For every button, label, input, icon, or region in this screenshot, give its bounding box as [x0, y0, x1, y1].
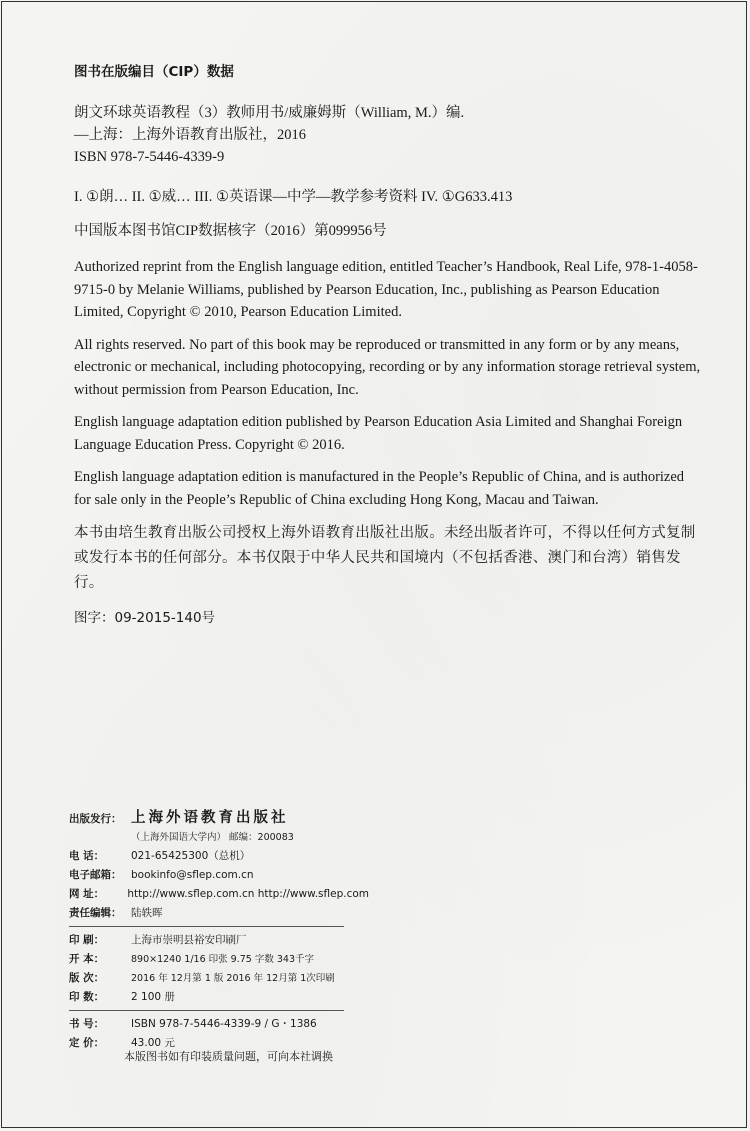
quality-notice: 本版图书如有印装质量问题，可向本社调换 [124, 1050, 333, 1063]
editor-value: 陆轶晖 [131, 907, 163, 919]
copies-value: 2 100 册 [131, 991, 175, 1003]
publisher-name: 上海外语教育出版社 [131, 810, 289, 826]
printer-label: 印 刷： [69, 934, 105, 946]
book-number-value: ISBN 978-7-5446-4339-9 / G・1386 [131, 1018, 317, 1030]
book-number-label: 书 号： [69, 1018, 105, 1030]
publisher-label: 出版发行： [69, 813, 122, 825]
email-value: bookinfo@sflep.com.cn [131, 869, 254, 881]
imprint-block [69, 809, 369, 1053]
rights-reserved-paragraph: All rights reserved. No part of this book may be reproduced or transmitted in any form or by any means, electronic or mechanical, including photocopying, recording or by any information storage retrieval system, without permission from Pearson Education, Inc. [74, 336, 701, 398]
phone-row [69, 847, 369, 866]
email-row [69, 866, 369, 885]
registration-number: 图字：09-2015-140号 [74, 610, 216, 626]
publisher-address: （上海外国语大学内） 邮编：200083 [131, 832, 294, 843]
imprint-divider [69, 926, 344, 927]
price-label: 定 价： [69, 1037, 105, 1049]
email-label: 电子邮箱： [69, 869, 122, 881]
cip-isbn: ISBN 978-7-5446-4339-9 [74, 149, 225, 165]
copyright-page [2, 2, 746, 1127]
printer-row [69, 931, 369, 950]
format-row [69, 950, 369, 969]
authorized-reprint-paragraph: Authorized reprint from the English language edition, entitled Teacher’s Handbook, Real Life, 978-1-4058-9715-0 by Melanie Williams, published by Pearson Education, Inc., publishing as Pearson Education Limited, Copyright © 2010, Pearson Education Limited. [74, 259, 698, 320]
cip-entry-line1: 朗文环球英语教程（3）教师用书/威廉姆斯（William, M.）编. [74, 105, 465, 121]
edition-row [69, 969, 369, 988]
phone-label: 电 话： [69, 850, 105, 862]
sales-territory-paragraph: English language adaptation edition is manufactured in the People’s Republic of China, and is authorized for sale only in the People’s Republic of China excluding Hong Kong, Macau and Taiwan. [74, 469, 685, 508]
edition-label: 版 次： [69, 972, 105, 984]
website-row [69, 885, 369, 904]
cip-entry-line2: —上海：上海外语教育出版社，2016 [74, 127, 306, 143]
cip-verification: 中国版本图书馆CIP数据核字（2016）第099956号 [74, 223, 387, 239]
cip-subjects: I. ①朗… II. ①威… III. ①英语课—中学—教学参考资料 IV. ①G633.413 [74, 189, 513, 205]
editor-label: 责任编辑： [69, 907, 122, 919]
adaptation-edition-paragraph: English language adaptation edition published by Pearson Education Asia Limited and Shanghai Foreign Language Education Press. Copyright © 2016. [74, 414, 683, 453]
format-label: 开 本： [69, 953, 105, 965]
copies-row [69, 988, 369, 1007]
book-number-row [69, 1015, 369, 1034]
cip-block [74, 60, 704, 626]
website-label: 网 址： [69, 888, 105, 900]
printer-value: 上海市崇明县裕安印刷厂 [131, 934, 247, 946]
phone-value: 021-65425300（总机） [131, 850, 251, 862]
address-row [69, 828, 369, 847]
website-value: http://www.sflep.com.cn http://www.sflep.com [127, 888, 369, 900]
editor-row [69, 904, 369, 923]
format-value: 890×1240 1/16 印张 9.75 字数 343千字 [131, 954, 314, 965]
price-value: 43.00 元 [131, 1037, 175, 1049]
chinese-license-paragraph: 本书由培生教育出版公司授权上海外语教育出版社出版。未经出版者许可，不得以任何方式复制或发行本书的任何部分。本书仅限于中华人民共和国境内（不包括香港、澳门和台湾）销售发行。 [74, 525, 696, 591]
publisher-row [69, 809, 369, 828]
imprint-divider-2 [69, 1010, 344, 1011]
cip-title: 图书在版编目（CIP）数据 [74, 64, 234, 80]
copies-label: 印 数： [69, 991, 105, 1003]
edition-value: 2016 年 12月第 1 版 2016 年 12月第 1次印刷 [131, 973, 335, 984]
